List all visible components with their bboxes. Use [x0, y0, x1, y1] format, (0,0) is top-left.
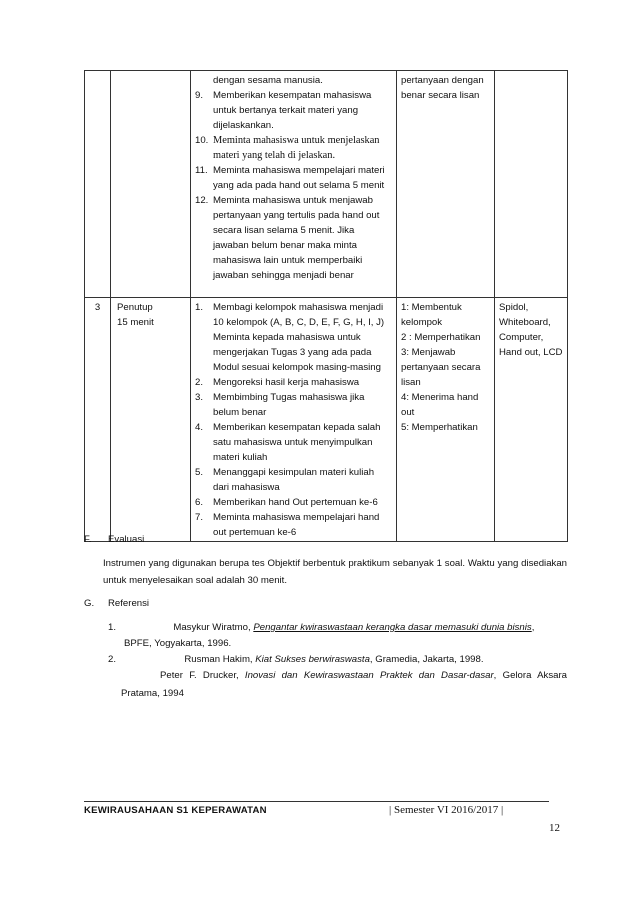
section-title: Evaluasi — [108, 534, 145, 545]
step-number: 3. — [195, 392, 204, 403]
step-number: 7. — [195, 512, 204, 523]
student-activity-cell: pertanyaan dengan benar secara lisan — [397, 71, 495, 298]
step-number: 5. — [195, 467, 204, 478]
step-number: 10. — [195, 135, 209, 146]
step-number: 6. — [195, 497, 204, 508]
section-referensi-heading — [84, 598, 149, 609]
section-letter: G. — [84, 598, 95, 609]
reference-author: Peter F. Drucker, — [160, 670, 245, 681]
step-number: 4. — [195, 422, 204, 433]
reference-1 — [108, 620, 534, 636]
step-item — [195, 390, 392, 420]
step-number — [195, 73, 213, 88]
step-number: 2. — [195, 377, 204, 388]
step-text: Meminta mahasiswa mempelajari materi yang ada pada hand out selama 5 menit — [213, 165, 385, 191]
reference-author: Masykur Wiratmo, — [173, 622, 254, 633]
step-item — [195, 510, 392, 540]
step-item — [195, 88, 392, 133]
section-evaluasi-heading — [84, 534, 144, 545]
step-item — [195, 495, 392, 510]
reference-publisher: , Gelora Aksara — [493, 670, 567, 681]
step-item — [195, 375, 392, 390]
steps-list — [195, 73, 392, 283]
reference-punct: , — [531, 622, 535, 633]
step-item — [195, 300, 392, 375]
section-letter: F. — [84, 534, 92, 545]
step-text: Membimbing Tugas mahasiswa jika belum benar — [213, 392, 365, 418]
step-text: Meminta mahasiswa untuk menjawab pertanyaan yang tertulis pada hand out secara lisan selama 5 menit. Jika jawaban belum benar maka minta mahasiswa lain untuk memperbaiki jawaban sehingga menjadi benar — [213, 195, 380, 281]
steps-list — [195, 300, 392, 540]
section-title: Referensi — [108, 598, 150, 609]
footer-semester: | Semester VI 2016/2017 | — [389, 804, 504, 816]
number-cell: 3 — [85, 298, 111, 542]
step-text: Memberikan kesempatan kepada salah satu mahasiswa untuk menyimpulkan materi kuliah — [213, 422, 381, 463]
reference-3-publisher: Pratama, 1994 — [121, 688, 184, 699]
step-text: dengan sesama manusia. — [213, 75, 323, 86]
reference-2 — [108, 652, 484, 668]
step-number: 11. — [195, 165, 208, 176]
step-item — [195, 193, 392, 283]
reference-number: 2. — [108, 654, 117, 665]
reference-1-publisher: BPFE, Yogyakarta, 1996. — [124, 638, 232, 649]
table-row — [85, 71, 568, 298]
steps-cell — [191, 298, 397, 542]
step-number: 1. — [195, 302, 204, 313]
media-cell — [495, 71, 568, 298]
evaluasi-text: Instrumen yang digunakan berupa tes Objektif berbentuk praktikum sebanyak 1 soal. Waktu yang disediakan untuk menyelesaikan soal adalah 30 menit. — [103, 558, 567, 586]
phase-label: Penutup — [117, 302, 153, 313]
number-cell — [85, 71, 111, 298]
phase-cell — [111, 298, 191, 542]
step-text: Memberikan kesempatan mahasiswa untuk bertanya terkait materi yang dijelaskankan. — [213, 90, 372, 131]
phase-cell — [111, 71, 191, 298]
step-number: 9. — [195, 90, 204, 101]
page-number: 12 — [549, 822, 560, 834]
step-text: Menanggapi kesimpulan materi kuliah dari mahasiswa — [213, 467, 375, 493]
reference-author: Rusman Hakim, — [184, 654, 256, 665]
step-text: Memberikan hand Out pertemuan ke-6 — [213, 497, 378, 508]
reference-3 — [160, 668, 567, 684]
step-text: Meminta mahasiswa untuk menjelaskan materi yang telah di jelaskan. — [213, 135, 380, 161]
student-activity-cell: 1: Membentuk kelompok 2 : Memperhatikan 3: Menjawab pertanyaan secara lisan 4: Menerima hand out 5: Memperhatikan — [397, 298, 495, 542]
step-item — [195, 73, 392, 88]
step-text: Membagi kelompok mahasiswa menjadi 10 kelompok (A, B, C, D, E, F, G, H, I, J) Meminta kepada mahasiswa untuk mengerjakan Tugas 3 yang ada pada Modul sesuai kelompok masing-masing — [213, 302, 385, 373]
table-row — [85, 298, 568, 542]
step-item — [195, 420, 392, 465]
step-text: Mengoreksi hasil kerja mahasiswa — [213, 377, 360, 388]
footer-course-title: KEWIRAUSAHAAN S1 KEPERAWATAN — [84, 805, 267, 816]
reference-publisher: , Gramedia, Jakarta, 1998. — [369, 654, 484, 665]
phase-duration: 15 menit — [117, 317, 154, 328]
step-number: 12. — [195, 195, 209, 206]
step-item — [195, 133, 392, 163]
media-cell: Spidol, Whiteboard, Computer, Hand out, LCD — [495, 298, 568, 542]
reference-title: Pengantar kwiraswastaan kerangka dasar memasuki dunia bisnis — [253, 622, 532, 633]
step-item — [195, 163, 392, 193]
steps-cell — [191, 71, 397, 298]
reference-title: Inovasi dan Kewiraswastaan Praktek dan Dasar-dasar — [244, 670, 494, 681]
step-item — [195, 465, 392, 495]
step-text: Meminta mahasiswa mempelajari hand out pertemuan ke-6 — [213, 512, 380, 538]
reference-number: 1. — [108, 622, 117, 633]
footer-divider — [84, 801, 549, 802]
reference-title: Kiat Sukses berwiraswasta — [255, 654, 370, 665]
lesson-plan-table — [84, 70, 568, 542]
